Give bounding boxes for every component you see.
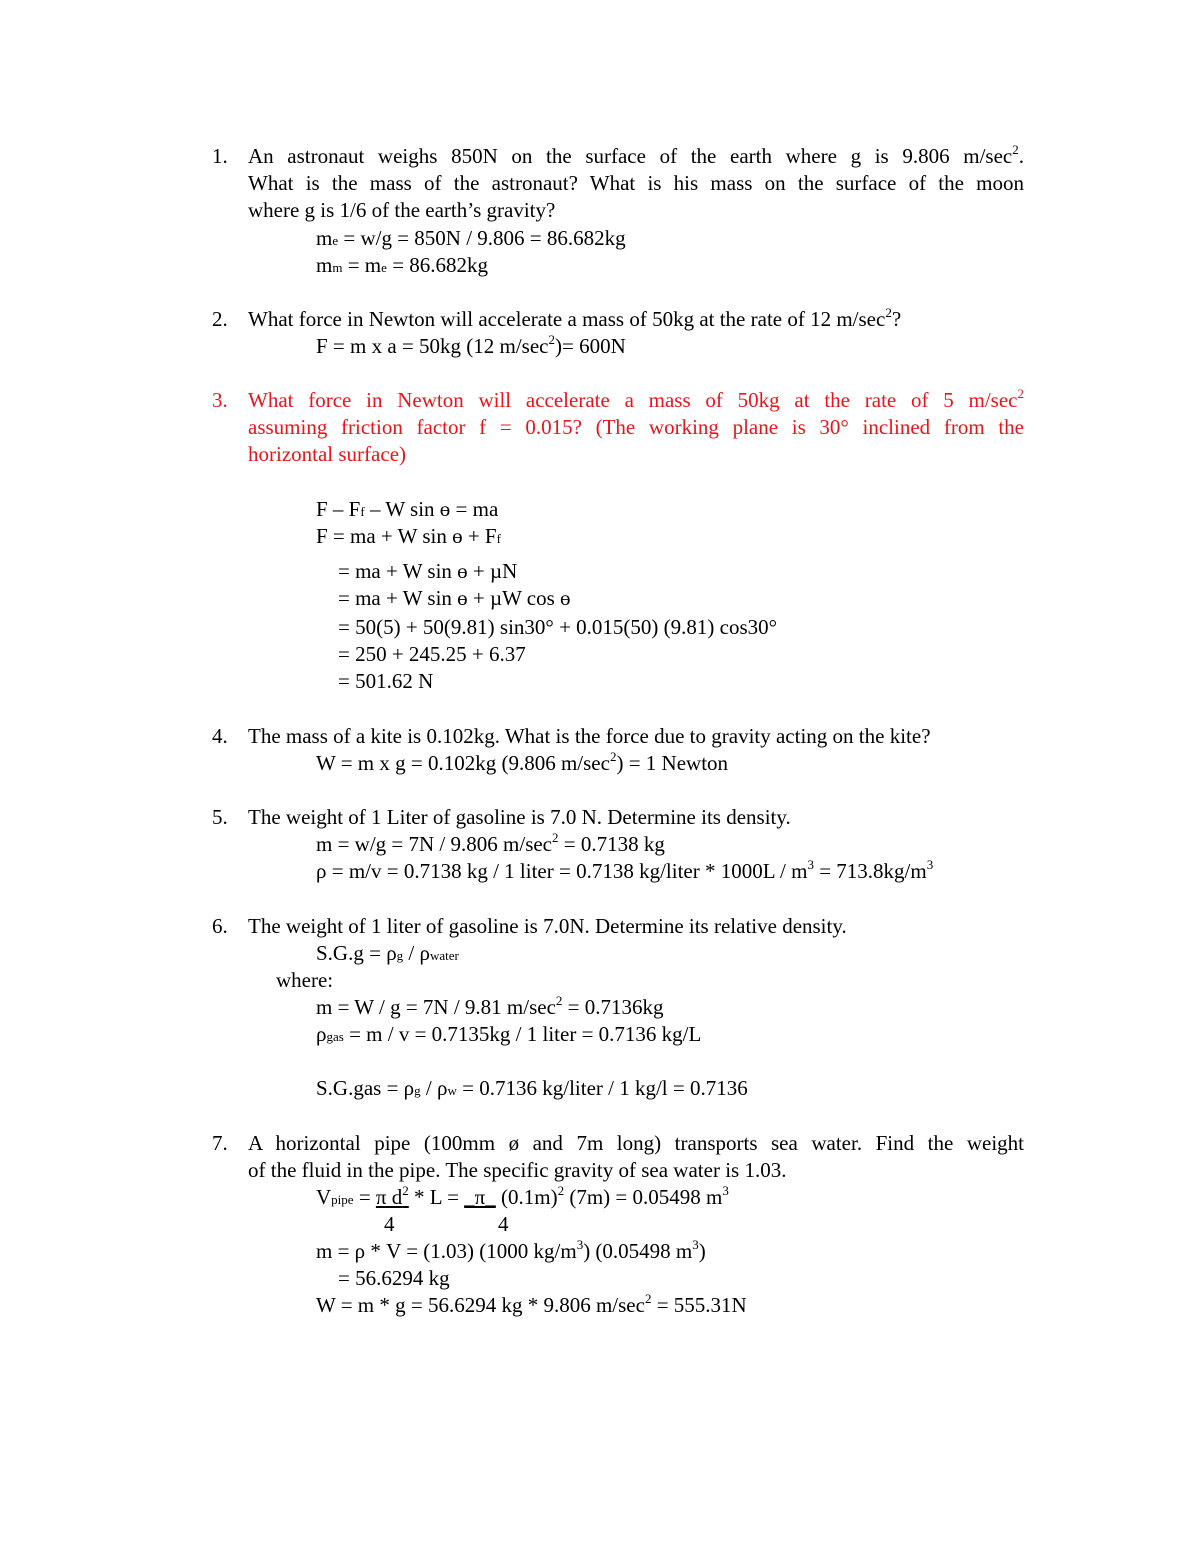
question-6-where: where: xyxy=(276,968,334,992)
question-5-answer-1: m = w/g = 7N / 9.806 $m/\sec^2 = 0.7138$ kg xyxy=(316,830,665,856)
question-7-weight-equation: W = m * g = 56.6294 kg * 9.806 $m/\sec^2 = 555.31N$ xyxy=(316,1291,747,1317)
question-5-line-1: The weight of 1 Liter of gasoline is 7.0 N. Determine its density. xyxy=(248,805,791,829)
question-2-line-1: What force in Newton will accelerate a mass of 50kg at the rate of 12 $m/\sec^2$? xyxy=(248,305,902,331)
question-1-answer-2: mm = me = 86.682kg xyxy=(316,253,489,277)
question-4-answer-1: W = m x g = 0.102kg (9.806 $m/\sec^2) = 1$ Newton xyxy=(316,749,729,775)
question-6-answer-2: m = W / g = 7N / 9.81 $m/\sec^2 = 0.7136kg$ xyxy=(316,993,664,1019)
fraction-numerator-1: π $d^2$ xyxy=(375,1183,409,1209)
question-1-line-2: What is the mass of the astronaut? What is his mass on the surface of the moon xyxy=(248,171,1024,195)
question-1-number: 1. xyxy=(212,144,228,168)
question-1-line-3: where g is 1/6 of the earth’s gravity? xyxy=(248,198,556,222)
question-3-line-3: horizontal surface) xyxy=(248,442,407,466)
question-7-volume-equation: Vpipe = π $d^2$ * L = _π_ $(0.1m)^2$ (7m) = 0.05498 $m^3$ xyxy=(316,1183,729,1209)
question-3-equation-1: F – Ff – W sin ɵ = ma xyxy=(316,497,499,521)
question-7-mass-equation: m = ρ * V = (1.03) (1000 $kg/m^3$) (0.05498 $m^3$) xyxy=(316,1237,706,1263)
question-1-line-1: An astronaut weighs 850N on the surface of the earth where g is 9.806 $m/\sec^2$. xyxy=(248,142,1024,168)
question-4-number: 4. xyxy=(212,724,228,748)
fraction-denominator-1: 4 xyxy=(384,1212,395,1236)
question-1-answer-1: me = w/g = 850N / 9.806 = 86.682kg xyxy=(316,226,626,250)
question-6-number: 6. xyxy=(212,914,228,938)
question-7-line-1: A horizontal pipe (100mm ø and 7m long) transports sea water. Find the weight xyxy=(248,1131,1024,1155)
fraction-denominator-2: 4 xyxy=(498,1212,509,1236)
question-3-number: 3. xyxy=(212,388,228,412)
question-6-answer-1: S.G.g = ρg / ρwater xyxy=(316,941,459,965)
question-2-number: 2. xyxy=(212,307,228,331)
question-6-answer-4: S.G.gas = ρg / ρw = 0.7136 kg/liter / 1 kg/l = 0.7136 xyxy=(316,1076,748,1100)
question-5-number: 5. xyxy=(212,805,228,829)
question-3-equation-6: = 250 + 245.25 + 6.37 xyxy=(338,642,526,666)
question-3-line-1: What force in Newton will accelerate a mass of 50kg at the rate of 5 $m/\sec^2$ xyxy=(248,386,1024,412)
question-3-equation-7: = 501.62 N xyxy=(338,669,434,693)
question-6-line-1: The weight of 1 liter of gasoline is 7.0N. Determine its relative density. xyxy=(248,914,847,938)
fraction-numerator-2: _π_ xyxy=(464,1185,496,1209)
question-3-equation-3: = ma + W sin ɵ + µN xyxy=(338,559,518,583)
question-5-answer-2: ρ = m/v = 0.7138 kg / 1 liter = 0.7138 kg/liter * $1000L / m^3 = 713.8kg/m^3$ xyxy=(316,857,934,883)
question-3-line-2: assuming friction factor f = 0.015? (The working plane is 30° inclined from the xyxy=(248,415,1024,439)
question-7-number: 7. xyxy=(212,1131,228,1155)
question-3-equation-5: = 50(5) + 50(9.81) sin30° + 0.015(50) (9.81) cos30° xyxy=(338,615,778,639)
question-7-mass-result: = 56.6294 kg xyxy=(338,1266,450,1290)
question-4-line-1: The mass of a kite is 0.102kg. What is the force due to gravity acting on the kite? xyxy=(248,724,931,748)
question-3-equation-2: F = ma + W sin ɵ + Ff xyxy=(316,524,501,548)
question-6-answer-3: ρgas = m / v = 0.7135kg / 1 liter = 0.7136 kg/L xyxy=(316,1022,702,1046)
question-2-answer-1: F = m x a = 50kg (12 $m/\sec^2)= 600N$ xyxy=(316,332,626,358)
question-7-line-2: of the fluid in the pipe. The specific gravity of sea water is 1.03. xyxy=(248,1158,787,1182)
question-3-equation-4: = ma + W sin ɵ + µW cos ɵ xyxy=(338,586,571,610)
